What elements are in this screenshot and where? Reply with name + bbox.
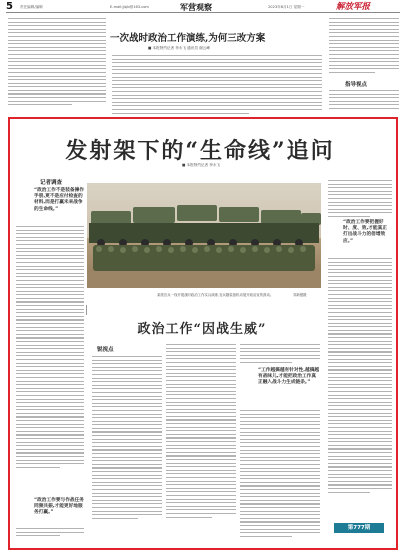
sub-section-tag: 锐视点 [97, 347, 114, 353]
editor-label: 责任编辑/编辑 [20, 5, 43, 9]
missile-launchers-image [87, 183, 321, 288]
top-byline: ■ 本报特约记者 李永飞 通讯员 谢云峰 [148, 46, 210, 50]
sub-col-3 [240, 410, 320, 539]
top-right-column [329, 18, 399, 76]
section-title: 军营观察 [180, 2, 212, 12]
sub-feature-title: 政治工作“因战生威” [137, 322, 267, 337]
page-number: 5 [6, 1, 13, 12]
top-headline: 一次战时政治工作演练,为何三改方案 [110, 33, 266, 44]
top-left-column [8, 18, 106, 108]
sub-col-3-top [240, 344, 320, 366]
top-middle-column [112, 55, 322, 116]
feature-left-column [16, 226, 84, 470]
bottom-quote: “政治工作要与作战任务同频共振,才能更好地服务打赢。” [34, 498, 84, 516]
top-right-column-2 [329, 90, 399, 112]
issue-badge: 第777期 [334, 523, 384, 533]
sidebar-tag: 指导视点 [345, 82, 368, 88]
masthead-logo: 解放军报 [336, 2, 371, 12]
date-label: 2023年6月1日 星期一 [268, 5, 305, 9]
feature-left-column-end [16, 528, 84, 539]
photo-credit: 刘新强摄 [293, 293, 307, 297]
lead-quote: “政治工作不是装备操作手册,更不是应付检查的材料,而是打赢未来战争的生命线。” [34, 188, 84, 212]
center-quote: “工作越搞越有针对性,越搞越有战味儿,才能把政治工作真正融入战斗力生成链条。” [258, 368, 320, 386]
sub-col-2 [166, 344, 236, 520]
feature-title: 发射架下的“生命线”追问 [65, 138, 335, 164]
feature-photo [87, 183, 321, 288]
feature-section-tag: 记者调查 [40, 180, 63, 186]
photo-caption: 某旅官兵一线开展战时政治工作实兵演练,官兵随装备机动展开政治宣传鼓动。 [157, 293, 274, 297]
header-rule [6, 12, 400, 13]
right-quote: “政治工作要把握好时、度、效,才能真正打出战斗力的倍增效应。” [343, 220, 387, 244]
feature-byline: ■ 本报特约记者 李永飞 [182, 163, 221, 167]
sub-col-1 [92, 356, 162, 521]
email-label: E-mail:jjsjb@163.com [110, 5, 149, 9]
sub-rule [86, 305, 87, 315]
feature-right-column-2 [328, 258, 392, 495]
feature-right-column [328, 180, 392, 220]
